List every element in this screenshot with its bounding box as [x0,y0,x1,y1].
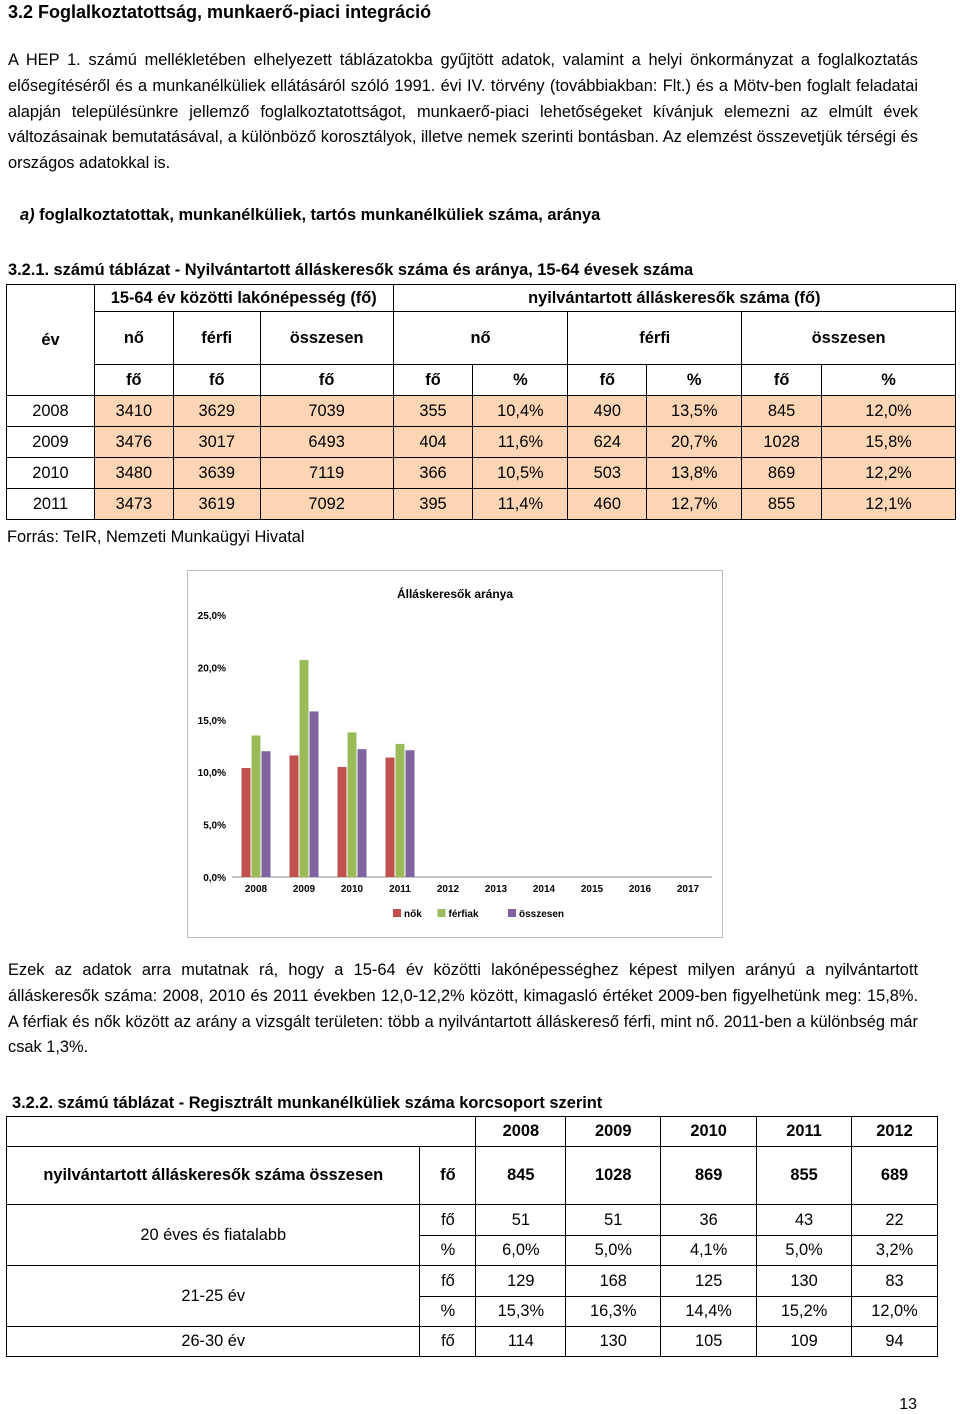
x-tick-label: 2011 [389,884,411,895]
data-cell: 869 [742,458,822,489]
data-cell: 855 [757,1147,852,1205]
data-cell: 3480 [94,458,173,489]
legend-swatch [438,909,446,917]
data-cell: 869 [661,1147,757,1205]
data-cell: 10,4% [473,396,568,427]
data-cell: 3639 [173,458,260,489]
legend-label: összesen [519,909,565,920]
unit-cell: fő [94,365,173,396]
chart-title: Álláskeresők aránya [396,587,514,601]
unit-cell: % [647,365,742,396]
table1-source: Forrás: TeIR, Nemzeti Munkaügyi Hivatal [7,528,305,546]
data-cell: 7119 [260,458,393,489]
data-cell: 12,1% [822,489,956,520]
data-cell: 13,5% [647,396,742,427]
data-cell: 15,3% [476,1297,566,1327]
data-cell: 11,4% [473,489,568,520]
table2-caption: 3.2.2. számú táblázat - Regisztrált munkanélküliek száma korcsoport szerint [12,1094,603,1112]
unit-cell: fő [420,1205,476,1236]
data-cell: 503 [568,458,647,489]
table-job-seekers [6,284,956,520]
unit-cell: fő [742,365,822,396]
data-cell: 15,8% [822,427,956,458]
data-cell: 130 [757,1266,852,1297]
header-col: nő [94,312,173,365]
data-cell: 366 [393,458,473,489]
bar-férfiak-2011 [396,744,405,877]
age-group-label: 21-25 év [7,1266,420,1327]
header-col: összesen [260,312,393,365]
data-cell: 7039 [260,396,393,427]
table-row [7,1266,938,1297]
data-cell: 43 [757,1205,852,1236]
y-tick-label: 5,0% [203,820,226,832]
year-cell: 2010 [7,458,95,489]
total-label: nyilvántartott álláskeresők száma összesen [7,1147,420,1205]
intro-paragraph: A HEP 1. számú mellékletében elhelyezett táblázatokba gyűjtött adatok, valamint a helyi önkormányzat a foglalkoztatás elősegítéséről és a munkanélküliek ellátásáról szóló 1991. évi IV. törvény (továbbiakban: Flt.) és a Mötv-ben foglalt feladatai alapján településünkre jellemző foglalkoztatottságot, munkaerő-piaci lehetőségeket kívánjuk elemezni az elmúlt évek változásainak bemutatásával, a különböző korosztályok, illetve nemek szerinti bontásban. Az elemzést összevetjük térségi és országos adatokkal is. [8,51,918,173]
table-row [7,458,956,489]
table-row [7,427,956,458]
data-cell: 125 [661,1266,757,1297]
legend-label: férfiak [448,909,479,920]
unit-cell: % [420,1297,476,1327]
subsection-title [20,206,600,225]
x-tick-label: 2010 [340,884,364,895]
bar-összesen-2010 [358,749,367,877]
table1-caption: 3.2.1. számú táblázat - Nyilvántartott álláskeresők száma és aránya, 15-64 évesek száma [8,261,694,279]
year-header: 2011 [757,1117,852,1147]
data-cell: 51 [476,1205,566,1236]
legend-swatch [508,909,516,917]
x-tick-label: 2015 [580,884,604,895]
subsection-letter: a) [20,206,35,224]
unit-cell: fő [420,1147,476,1205]
data-cell: 460 [568,489,647,520]
blank-header [7,1117,476,1147]
data-cell: 1028 [566,1147,661,1205]
data-cell: 105 [661,1327,757,1357]
page-number: 13 [899,1396,917,1413]
data-cell: 4,1% [661,1236,757,1266]
data-cell: 395 [393,489,473,520]
data-cell: 3629 [173,396,260,427]
x-tick-label: 2009 [292,884,316,895]
bar-férfiak-2009 [300,660,309,877]
data-cell: 845 [742,396,822,427]
header-col: nő [393,312,568,365]
bar-nők-2011 [386,758,395,877]
x-tick-label: 2013 [484,884,508,895]
y-tick-label: 10,0% [197,768,226,780]
header-population: 15-64 év közötti lakónépesség (fő) [94,285,393,312]
legend-swatch [393,909,401,917]
unit-cell: fő [420,1327,476,1357]
data-cell: 6,0% [476,1236,566,1266]
y-tick-label: 20,0% [197,663,226,675]
analysis-paragraph: Ezek az adatok arra mutatnak rá, hogy a 15-64 év közötti lakónépességhez képest milyen arányú a nyilvántartott álláskeresők száma: 2008, 2010 és 2011 években 12,0-12,2% között, kimagasló értéket 2009-ben figyelhetünk meg: 15,8%. A férfiak és nők között az arány a vizsgált területen: több a nyilvántartott álláskereső férfi, mint nő. 2011-ben a különbség már csak 1,3%. [8,961,918,1057]
x-tick-label: 2014 [532,884,556,895]
data-cell: 20,7% [647,427,742,458]
data-cell: 855 [742,489,822,520]
data-cell: 3619 [173,489,260,520]
data-cell: 11,6% [473,427,568,458]
data-cell: 6493 [260,427,393,458]
data-cell: 14,4% [661,1297,757,1327]
data-cell: 83 [852,1266,938,1297]
data-cell: 3410 [94,396,173,427]
data-cell: 1028 [742,427,822,458]
data-cell: 689 [852,1147,938,1205]
year-header: 2009 [566,1117,661,1147]
unit-cell: fő [420,1266,476,1297]
table-row [7,396,956,427]
table-row [7,1147,938,1205]
data-cell: 3476 [94,427,173,458]
age-group-label: 20 éves és fiatalabb [7,1205,420,1266]
bar-összesen-2009 [310,711,319,877]
unit-cell: % [420,1236,476,1266]
y-tick-label: 15,0% [197,715,226,727]
data-cell: 13,8% [647,458,742,489]
data-cell: 109 [757,1327,852,1357]
unit-cell: fő [393,365,473,396]
data-cell: 3017 [173,427,260,458]
data-cell: 845 [476,1147,566,1205]
data-cell: 15,2% [757,1297,852,1327]
data-cell: 114 [476,1327,566,1357]
bar-nők-2010 [338,767,347,877]
table-row [7,1327,938,1357]
data-cell: 3,2% [852,1236,938,1266]
data-cell: 22 [852,1205,938,1236]
year-cell: 2008 [7,396,95,427]
unit-cell: fő [173,365,260,396]
chart-container [187,570,723,938]
data-cell: 10,5% [473,458,568,489]
year-header: 2008 [476,1117,566,1147]
header-year: év [7,285,95,396]
data-cell: 129 [476,1266,566,1297]
y-tick-label: 25,0% [197,611,226,622]
year-header: 2010 [661,1117,757,1147]
unit-cell: fő [260,365,393,396]
data-cell: 12,7% [647,489,742,520]
header-col: férfi [568,312,742,365]
year-cell: 2011 [7,489,95,520]
year-cell: 2009 [7,427,95,458]
table-row [7,489,956,520]
unit-cell: % [822,365,956,396]
data-cell: 36 [661,1205,757,1236]
data-cell: 5,0% [566,1236,661,1266]
table-row [7,1205,938,1236]
data-cell: 51 [566,1205,661,1236]
bar-férfiak-2008 [252,736,261,877]
bar-összesen-2008 [262,751,271,877]
x-tick-label: 2012 [436,884,460,895]
chart-svg [188,571,722,937]
age-group-label: 26-30 év [7,1327,420,1357]
section-heading: 3.2 Foglalkoztatottság, munkaerő-piaci integráció [8,2,432,22]
data-cell: 12,0% [852,1297,938,1327]
x-tick-label: 2016 [628,884,652,895]
bar-nők-2009 [290,755,299,877]
subsection-text: foglalkoztatottak, munkanélküliek, tartós munkanélküliek száma, aránya [39,206,601,224]
bar-nők-2008 [242,768,251,877]
data-cell: 5,0% [757,1236,852,1266]
table-unemployed-by-age [6,1116,938,1357]
header-col: férfi [173,312,260,365]
data-cell: 12,0% [822,396,956,427]
x-tick-label: 2017 [676,884,700,895]
data-cell: 7092 [260,489,393,520]
data-cell: 404 [393,427,473,458]
data-cell: 624 [568,427,647,458]
x-tick-label: 2008 [244,884,268,895]
unit-cell: fő [568,365,647,396]
data-cell: 94 [852,1327,938,1357]
legend-label: nők [404,909,422,920]
header-col: összesen [742,312,956,365]
bar-összesen-2011 [406,750,415,877]
data-cell: 490 [568,396,647,427]
bar-férfiak-2010 [348,732,357,877]
year-header: 2012 [852,1117,938,1147]
data-cell: 130 [566,1327,661,1357]
data-cell: 168 [566,1266,661,1297]
unit-cell: % [473,365,568,396]
data-cell: 12,2% [822,458,956,489]
data-cell: 16,3% [566,1297,661,1327]
header-job-seekers: nyilvántartott álláskeresők száma (fő) [393,285,955,312]
data-cell: 3473 [94,489,173,520]
y-tick-label: 0,0% [203,873,226,884]
data-cell: 355 [393,396,473,427]
